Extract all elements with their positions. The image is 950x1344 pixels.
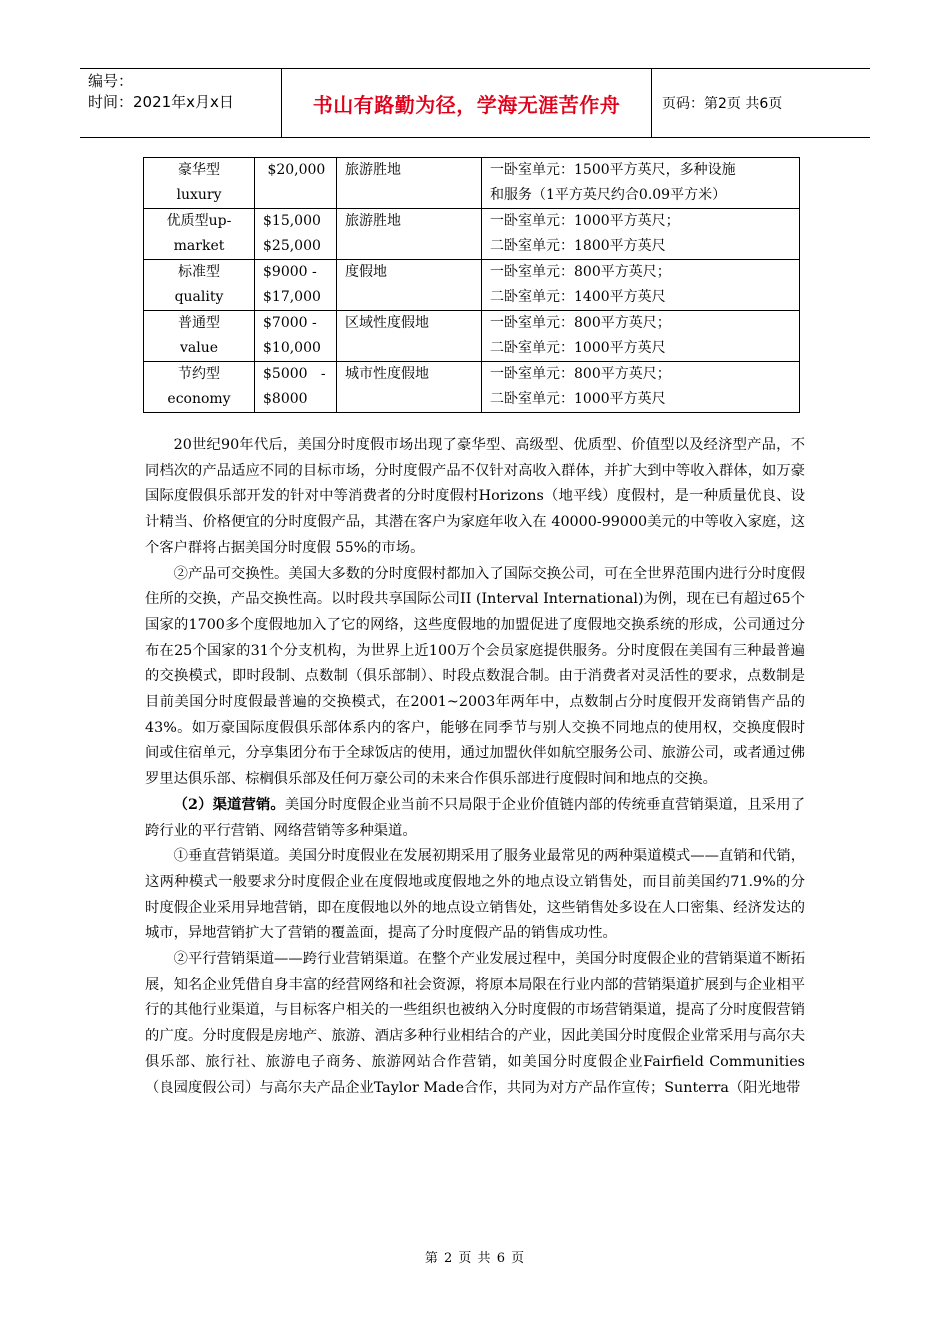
type-cell: 标准型 quality [144, 260, 255, 311]
paragraph-exchangeability: ②产品可交换性。美国大多数的分时度假村都加入了国际交换公司，可在全世界范围内进行分时度假住所的交换，产品交换性高。以时段共享国际公司II (Interval International)为例，现在已有超过65个国家的1700多个度假地加入了它的网络，这些度假地的加盟促进了度假地交换系统的形成，公司通过分布在25个国家的31个分支机构，为世界上近100万个会员家庭提供服务。分时度假在美国有三种最普遍的交换模式，即时段制、点数制（俱乐部制）、时段点数混合制。由于消费者对灵活性的要求，点数制是目前美国分时度假最普遍的交换模式，在2001~2003年两年中，点数制占分时度假开发商销售产品的43%。如万豪国际度假俱乐部体系内的客户，能够在同季节与别人交换不同地点的使用权，交换度假时间或住宿单元，分享集团分布于全球饭店的使用，通过加盟伙伴如航空服务公司、旅游公司，或者通过佛罗里达俱乐部、棕榈俱乐部及任何万豪公司的未来合作俱乐部进行度假时间和地点的交换。 [145, 565, 805, 788]
table-row [144, 311, 800, 362]
unit-cell: 一卧室单元：1000平方英尺； 二卧室单元：1800平方英尺 [482, 209, 800, 260]
location-cell: 度假地 [337, 260, 482, 311]
type-cell: 豪华型 luxury [144, 158, 255, 209]
price-cell: $5000 - $8000 [255, 362, 337, 413]
body-text [145, 433, 805, 1101]
table-row [144, 260, 800, 311]
location-cell: 城市性度假地 [337, 362, 482, 413]
section-heading: （2）渠道营销。 [173, 796, 285, 813]
product-type-table [143, 157, 800, 413]
table-row [144, 362, 800, 413]
table-row [144, 209, 800, 260]
type-cell: 普通型 value [144, 311, 255, 362]
unit-cell: 一卧室单元：800平方英尺； 二卧室单元：1400平方英尺 [482, 260, 800, 311]
price-cell: $9000 - $17,000 [255, 260, 337, 311]
document-date: 时间：2021年x月x日 [88, 93, 234, 111]
location-cell: 旅游胜地 [337, 209, 482, 260]
price-cell: $15,000 $25,000 [255, 209, 337, 260]
paragraph-parallel-channel: ②平行营销渠道——跨行业营销渠道。在整个产业发展过程中，美国分时度假企业的营销渠道不断拓展，知名企业凭借自身丰富的经营网络和社会资源，将原本局限在行业内部的营销渠道扩展到与企业相平行的其他行业渠道，与目标客户相关的一些组织也被纳入分时度假的市场营销渠道，提高了分时度假营销的广度。分时度假是房地产、旅游、酒店多种行业相结合的产业，因此美国分时度假企业常采用与高尔夫俱乐部、旅行社、旅游电子商务、旅游网站合作营销，如美国分时度假企业Fairfield Communities（良园度假公司）与高尔夫产品企业Taylor Made合作，共同为对方产品作宣传；Sunterra（阳光地带 [145, 951, 805, 1096]
location-cell: 区域性度假地 [337, 311, 482, 362]
header-meta [80, 69, 282, 137]
location-cell: 旅游胜地 [337, 158, 482, 209]
paragraph-vertical-channel: ①垂直营销渠道。美国分时度假业在发展初期采用了服务业最常见的两种渠道模式——直销和代销，这两种模式一般要求分时度假企业在度假地或度假地之外的地点设立销售处，而目前美国约71.9%的分时度假企业采用异地营销，即在度假地以外的地点设立销售处，这些销售处多设在人口密集、经济发达的城市，异地营销扩大了营销的覆盖面，提高了分时度假产品的销售成功性。 [145, 848, 805, 942]
paragraph-text: 美国分时度假企业当前不只局限于企业价值链内部的传统垂直营销渠道，且采用了跨行业的平行营销、网络营销等多种渠道。 [145, 796, 806, 839]
table-row [144, 158, 800, 209]
header-page-info: 页码：第2页 共6页 [662, 96, 783, 112]
unit-cell: 一卧室单元：1500平方英尺，多种设施 和服务（1平方英尺约合0.09平方米） [482, 158, 800, 209]
page-footer: 第 2 页 共 6 页 [424, 1251, 526, 1266]
price-cell: $7000 - $10,000 [255, 311, 337, 362]
header-motto: 书山有路勤为径，学海无涯苦作舟 [282, 69, 652, 137]
type-cell: 优质型up- market [144, 209, 255, 260]
type-cell: 节约型 economy [144, 362, 255, 413]
paragraph-channel-marketing [145, 793, 805, 844]
price-cell: $20,000 [255, 158, 337, 209]
page-header [80, 68, 870, 138]
unit-cell: 一卧室单元：800平方英尺； 二卧室单元：1000平方英尺 [482, 362, 800, 413]
paragraph-market-segments: 20世纪90年代后，美国分时度假市场出现了豪华型、高级型、优质型、价值型以及经济型产品，不同档次的产品适应不同的目标市场，分时度假产品不仅针对高收入群体，并扩大到中等收入群体，如万豪国际度假俱乐部开发的针对中等消费者的分时度假村Horizons（地平线）度假村，是一种质量优良、设计精当、价格便宜的分时度假产品，其潜在客户为家庭年收入在 40000-99000美元的中等收入家庭，这个客户群将占据美国分时度假 55%的市场。 [145, 437, 805, 556]
unit-cell: 一卧室单元：800平方英尺； 二卧室单元：1000平方英尺 [482, 311, 800, 362]
document-number-label: 编号： [88, 72, 134, 90]
